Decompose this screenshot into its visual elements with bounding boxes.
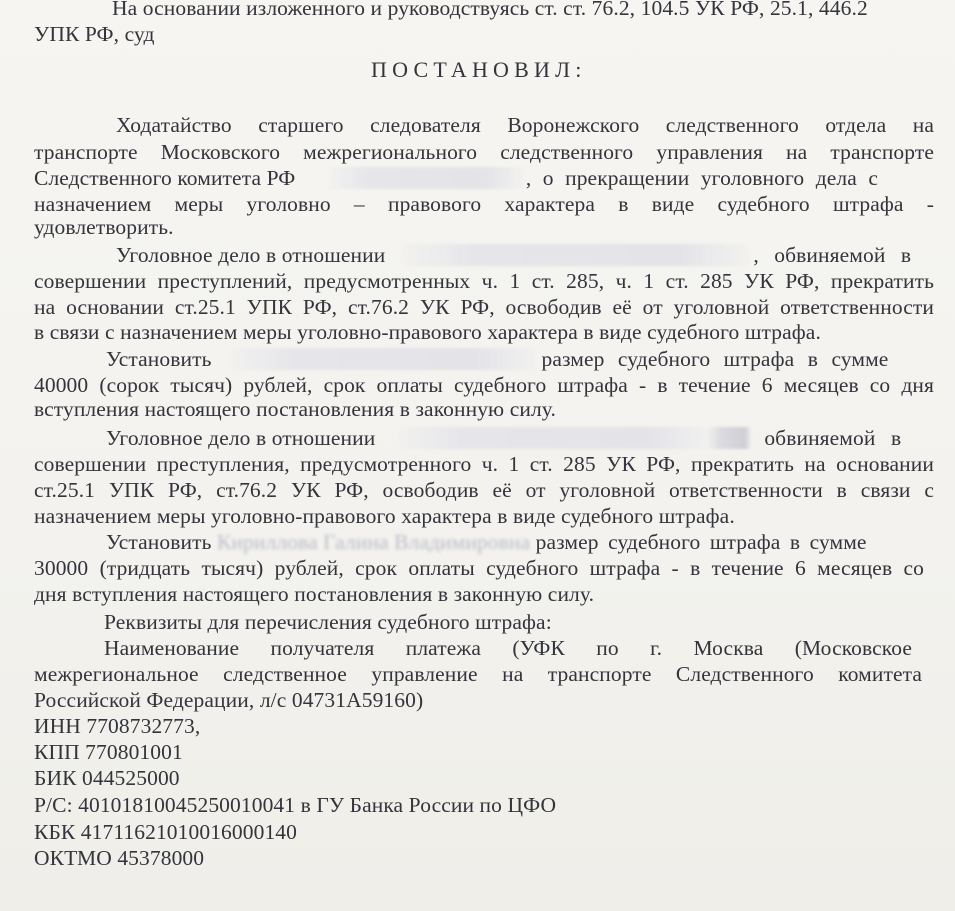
p5-line-1-end: размер судебного штрафа в сумме: [535, 530, 867, 554]
p3-line-1-start: Установить: [106, 347, 212, 371]
p1-line-2: транспорте Московского межрегионального следственного управления на транспорте: [34, 140, 934, 164]
p1-line-1: Ходатайство старшего следователя Воронежского следственного отдела на: [116, 113, 934, 137]
p5-line-2: 30000 (тридцать тысяч) рублей, срок оплаты судебного штрафа - в течение 6 месяцев со: [34, 556, 924, 580]
recipient-line-2: межрегиональное следственное управление на транспорте Следственного комитета: [34, 662, 922, 686]
redacted-name-4-tail: [709, 427, 751, 449]
requisite-kpp: КПП 770801001: [34, 740, 183, 764]
p2-line-1-start: Уголовное дело в отношении: [116, 243, 386, 267]
p4-line-1-start: Уголовное дело в отношении: [106, 426, 376, 450]
p2-line-2: совершении преступлений, предусмотренных ч. 1 ст. 285, ч. 1 ст. 285 УК РФ, прекратить: [34, 269, 934, 293]
p3-line-1-end: размер судебного штрафа в сумме: [541, 347, 889, 371]
redacted-name-3: [231, 348, 536, 370]
requisites-heading: Реквизиты для перечисления судебного штрафа:: [104, 610, 552, 634]
redacted-name-4: [399, 427, 709, 449]
redacted-name-1: [329, 167, 524, 189]
p4-line-1-end: обвиняемой в: [764, 426, 902, 450]
p3-line-1: [106, 347, 888, 371]
redacted-name-2: [403, 244, 748, 266]
requisite-kbk: КБК 41711621010016000140: [34, 820, 298, 844]
p3-line-2: 40000 (сорок тысяч) рублей, срок оплаты судебного штрафа - в течение 6 месяцев со дня: [34, 373, 934, 397]
p5-line-1: [106, 530, 867, 554]
p4-line-2: совершении преступления, предусмотренного ч. 1 ст. 285 УК РФ, прекратить на основании: [34, 452, 934, 476]
p5-line-3: дня вступления настоящего постановления в законную силу.: [34, 582, 595, 606]
requisite-inn: ИНН 7708732773,: [34, 714, 201, 738]
intro-line-2: УПК РФ, суд: [34, 22, 155, 46]
redacted-name-5: Кириллова Галина Владимировна: [216, 530, 531, 554]
p5-line-1-start: Установить: [106, 530, 212, 554]
p1-line-3-start: Следственного комитета РФ: [34, 166, 296, 190]
recipient-line-3: Российской Федерации, л/с 04731А59160): [34, 688, 424, 712]
document-title: ПОСТАНОВИЛ:: [371, 57, 587, 82]
p1-line-3-end: , о прекращении уголовного дела с: [525, 166, 878, 190]
p4-line-4: назначением меры уголовно-правового характера в виде судебного штрафа.: [34, 504, 735, 528]
p1-line-4: назначением меры уголовно – правового характера в виде судебного штрафа -: [34, 192, 934, 216]
p4-line-3: ст.25.1 УПК РФ, ст.76.2 УК РФ, освободив её от уголовной ответственности в связи с: [34, 478, 934, 502]
p2-line-3: на основании ст.25.1 УПК РФ, ст.76.2 УК РФ, освободив её от уголовной ответственности: [34, 295, 934, 319]
requisite-oktmo: ОКТМО 45378000: [34, 846, 205, 870]
requisite-account: Р/С: 40101810045250010041 в ГУ Банка России по ЦФО: [34, 793, 557, 817]
p1-line-3: [34, 166, 878, 190]
p1-line-5: удовлетворить.: [34, 215, 174, 239]
p2-line-1-end: , обвиняемой в: [753, 243, 912, 267]
p3-line-3: вступления настоящего постановления в законную силу.: [34, 397, 556, 421]
recipient-line-1: Наименование получателя платежа (УФК по г. Москва (Московское: [104, 636, 912, 660]
p2-line-4: в связи с назначением меры уголовно-правового характера в виде судебного штрафа.: [34, 320, 821, 344]
requisite-bik: БИК 044525000: [34, 766, 180, 790]
p4-line-1: [106, 426, 901, 450]
intro-line-1: На основании изложенного и руководствуясь ст. ст. 76.2, 104.5 УК РФ, 25.1, 446.2: [112, 0, 868, 20]
p2-line-1: [116, 243, 911, 267]
